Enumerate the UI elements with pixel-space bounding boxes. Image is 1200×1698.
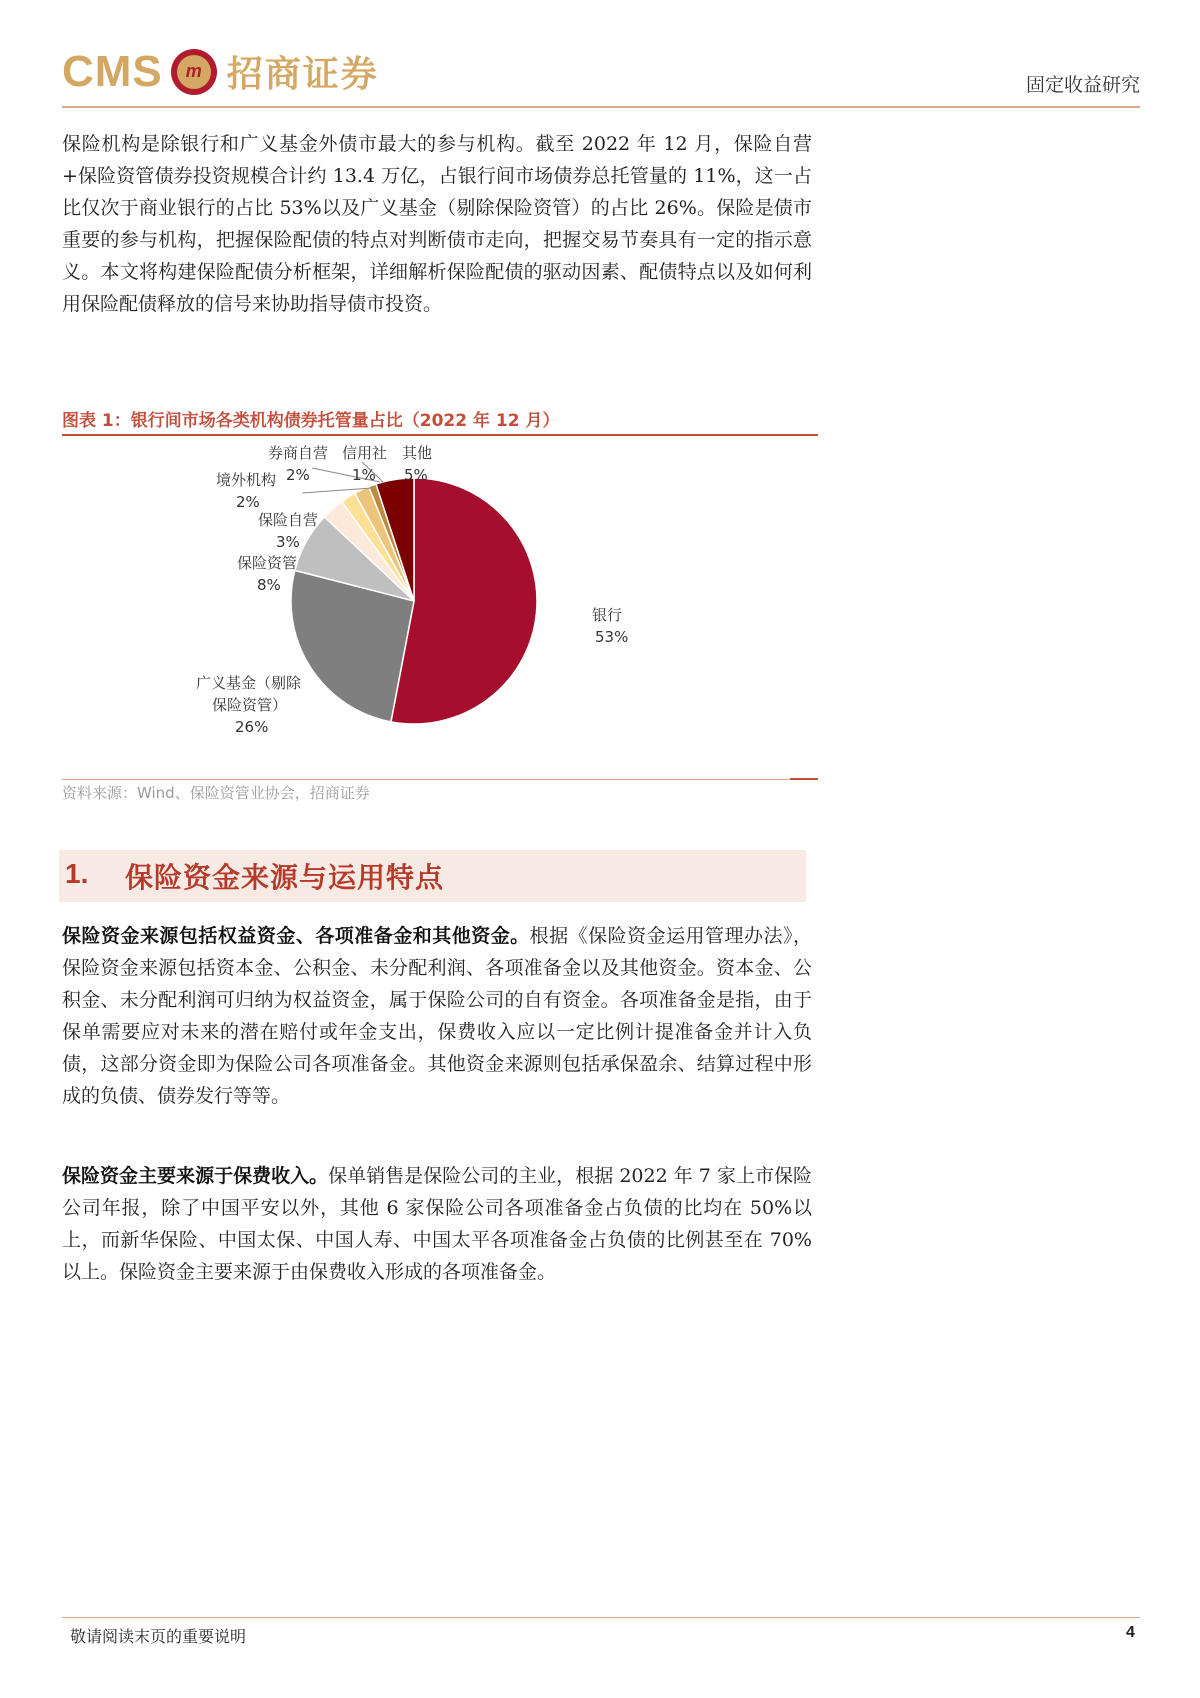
label-quanshang: 券商自营 [268,444,329,462]
label-qita: 其他 [402,444,433,462]
intro-paragraph: 保险机构是除银行和广义基金外债市最大的参与机构。截至 2022 年 12 月，保险自营+保险资管债券投资规模合计约 13.4 万亿，占银行间市场债券总托管量的 11%，这一占比仅次于商业银行的占比 53%以及广义基金（剔除保险资管）的占比 26%。保险是债市重要的参与机构，把握保险配债的特点对判断债市走向，把握交易节奏具有一定的指示意义。本文将构建保险配债分析框架，详细解析保险配债的驱动因素、配债特点以及如何利用保险配债释放的信号来协助指导债市投资。 [62,133,812,315]
pct-xinyongshe: 1% [352,466,376,484]
label-yinhang: 银行 [592,606,623,624]
pct-guangyi: 26% [235,718,269,736]
pct-baoxianziguan: 8% [257,576,281,594]
paragraph-lead: 保险资金主要来源于保费收入。 [62,1165,329,1187]
pie-chart-svg [62,438,818,778]
figure-bottom-accent [790,778,818,780]
section-title: 保险资金来源与运用特点 [125,861,445,894]
label-guangyi-2: 保险资管） [212,696,288,714]
paragraph-funding-sources [62,920,812,1112]
footer-disclaimer: 敬请阅读末页的重要说明 [70,1627,247,1646]
label-baoxianziguan: 保险资管 [237,554,298,572]
label-jingwai: 境外机构 [216,471,277,489]
cms-logo [62,46,379,97]
section-number: 1. [65,858,89,889]
figure-source: 资料来源：Wind、保险资管业协会，招商证券 [62,784,370,802]
page-number: 4 [1126,1624,1135,1641]
footer-rule [62,1617,1140,1618]
label-baoxianziying: 保险自营 [258,511,319,529]
pct-jingwai: 2% [236,493,260,511]
paragraph-body: 保单销售是保险公司的主业，根据 2022 年 7 家上市保险公司年报，除了中国平安以外，其他 6 家保险公司各项准备金占负债的比均在 50%以上，而新华保险、中国太保、中国人寿、中国太平各项准备金占负债的比例甚至在 70%以上。保险资金主要来源于由保费收入形成的各项准备金。 [62,1165,812,1283]
pct-baoxianziying: 3% [276,533,300,551]
paragraph-lead: 保险资金来源包括权益资金、各项准备金和其他资金。 [62,925,530,947]
page-header [62,40,1140,108]
paragraph-body: 根据《保险资金运用管理办法》，保险资金来源包括资本金、公积金、未分配利润、各项准备金以及其他资金。资本金、公积金、未分配利润可归纳为权益资金，属于保险公司的自有资金。各项准备金是指，由于保单需要应对未来的潜在赔付或年金支出，保费收入应以一定比例计提准备金并计入负债，这部分资金即为保险公司各项准备金。其他资金来源则包括承保盈余、结算过程中形成的负债、债券发行等等。 [62,925,812,1107]
figure-bottom-rule [62,779,818,780]
label-guangyi-1: 广义基金（剔除 [196,674,302,692]
pct-qita: 5% [404,466,428,484]
report-category: 固定收益研究 [1025,74,1140,96]
pct-yinhang: 53% [595,628,629,646]
logo-text: CMS [62,46,163,96]
figure-title: 图表 1：银行间市场各类机构债券托管量占比（2022 年 12 月） [62,406,818,436]
section-heading [59,850,806,902]
logo-badge-icon: m [171,49,217,95]
logo-chinese-name: 招商证券 [226,54,379,95]
paragraph-premium-income [62,1160,812,1288]
pie-chart [62,438,818,778]
label-xinyongshe: 信用社 [342,444,388,462]
pct-quanshang: 2% [286,466,310,484]
